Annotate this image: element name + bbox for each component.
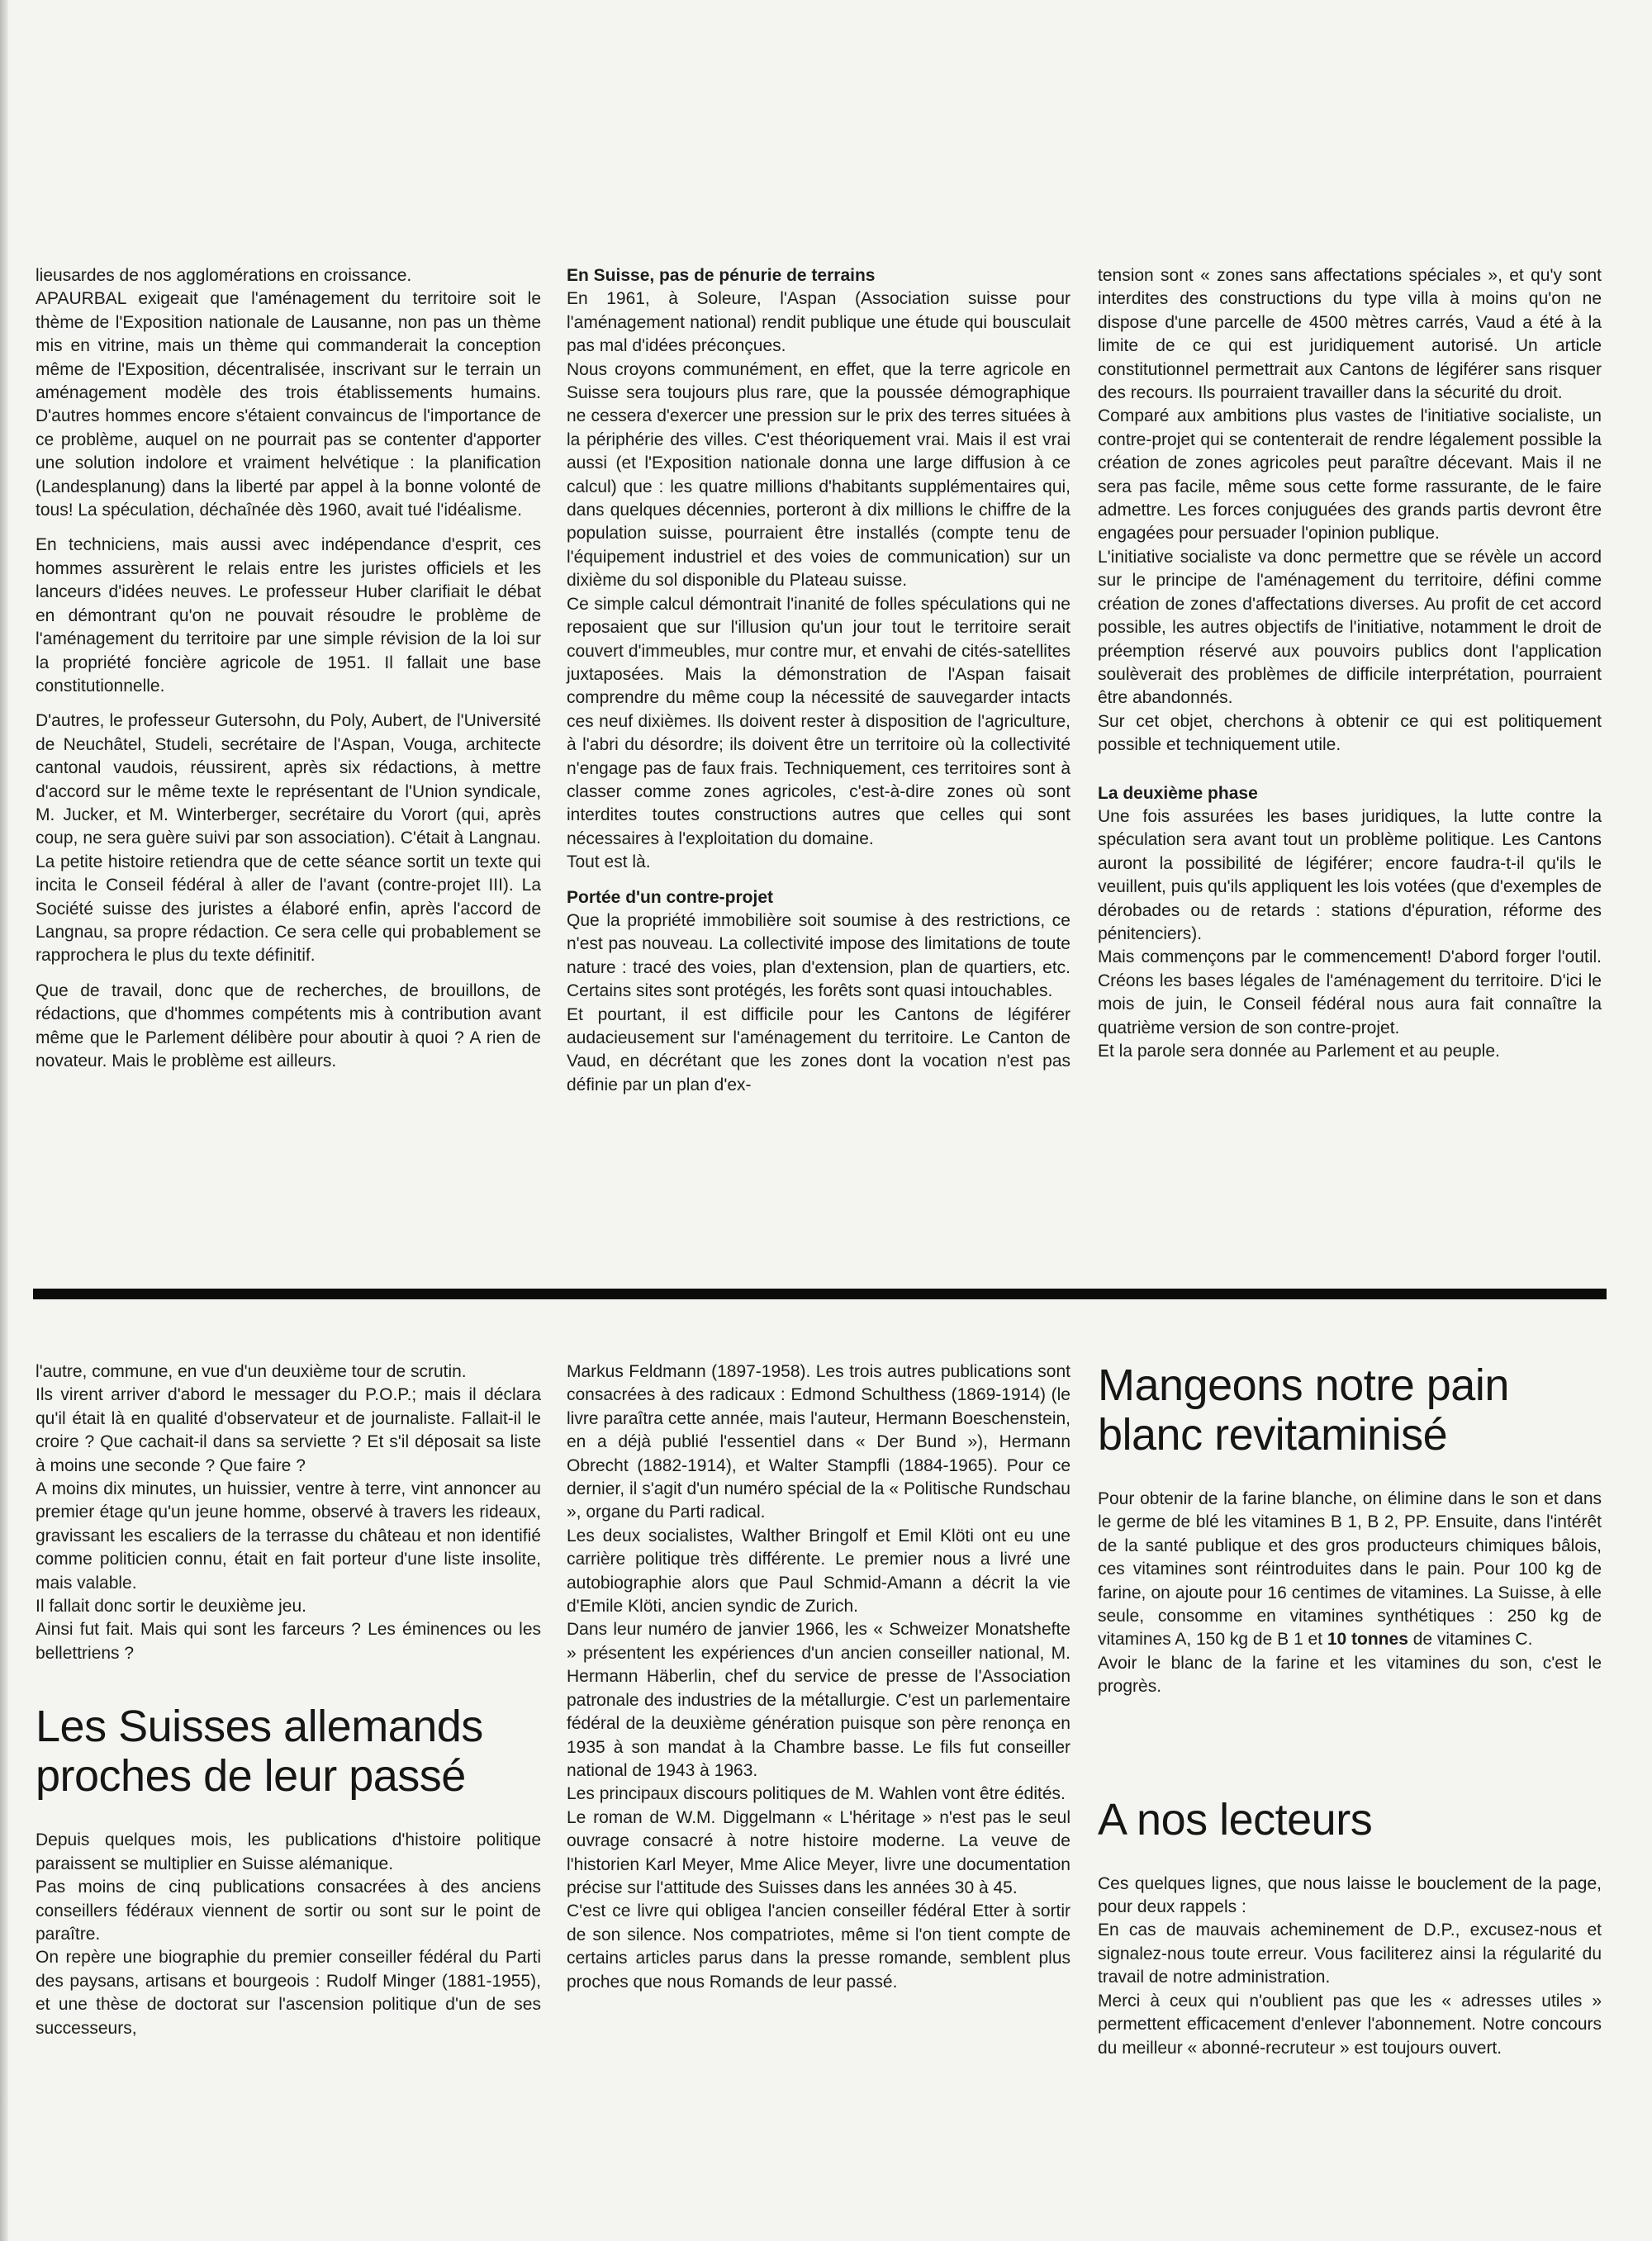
paragraph: Sur cet objet, cherchons à obtenir ce qui est politiquement possible et techniquement utile. — [1098, 711, 1602, 755]
paragraph: On repère une biographie du premier conseiller fédéral du Parti des paysans, artisans et bourgeois : Rudolf Minger (1881-1955), et une thèse de doctorat sur l'ascension politique d'un de ses successeurs, — [36, 1948, 541, 2038]
paragraph: D'autres, le professeur Gutersohn, du Poly, Aubert, de l'Université de Neuchâtel, Studeli, secrétaire de l'Aspan, Vouga, architecte cantonal vaudois, réussirent, après six rédactions, à mettre d'accord sur le même texte le représentant de l'Union syndicale, M. Jucker, et M. Winterberger, secrétaire du Vorort (qui, après coup, ne sera guère suivi par son association). C'était à Langnau. La petite histoire retiendra que de cette séance sortit un texte qui incita le Conseil fédéral à aller de l'avant (contre-projet III). La Société suisse des juristes a élaboré enfin, après l'accord de Langnau, sa propre rédaction. Ce sera celle qui probablement se rapprochera le plus du texte définitif. — [36, 711, 541, 966]
paragraph: Markus Feldmann (1897-1958). Les trois autres publications sont consacrées à des radicaux : Edmond Schulthess (1869-1914) (le livre paraîtra cette année, mais l'auteur, Hermann Boeschenstein, en a déjà publié l'essentiel dans « Der Bund »), Hermann Obrecht (1882-1914), et Walter Stampfli (1884-1965). Pour ce dernier, il s'agit d'un numéro spécial de la « Politische Rundschau », organe du Parti radical. — [567, 1362, 1070, 1522]
paragraph: Merci à ceux qui n'oublient pas que les « adresses utiles » permettent efficacement d'enlever l'abonnement. Notre concours du meilleur « abonné-recruteur » est toujours ouvert. — [1098, 1991, 1602, 2058]
page-spine-shadow — [0, 0, 8, 2241]
paragraph: En 1961, à Soleure, l'Aspan (Association suisse pour l'aménagement national) rendit publique une étude qui bousculait pas mal d'idées préconçues. — [567, 289, 1070, 356]
paragraph: Et la parole sera donnée au Parlement et au peuple. — [1098, 1042, 1500, 1061]
paragraph: Comparé aux ambitions plus vastes de l'initiative socialiste, un contre-projet qui se contenterait de rendre légalement possible la création de zones agricoles peut paraître décevant. Mais il ne sera pas facile, même sous cette forme rassurante, de le faire admettre. Les forces conjuguées des grands partis devront être engagées pour persuader l'opinion publique. — [1098, 406, 1602, 544]
paragraph: lieusardes de nos agglomérations en croissance. — [36, 266, 412, 285]
paragraph: Avoir le blanc de la farine et les vitamines du son, c'est le progrès. — [1098, 1653, 1602, 1697]
paragraph: APAURBAL exigeait que l'aménagement du territoire soit le thème de l'Exposition nationale de Lausanne, non pas un thème mis en vitrine, mais un thème qui commanderait la conception même de l'Exposition, décentralisée, inscrivant sur le terrain un aménagement modèle des trois établissements humains. D'autres hommes encore s'étaient convaincus de l'importance de ce problème, auquel on ne pourrait pas se contenter d'apporter une solution indolore et vraiment helvétique : la planification (Landesplanung) dans la liberté par appel à la bonne volonté de tous! La spéculation, déchaînée dès 1960, avait tué l'idéalisme. — [36, 289, 541, 520]
paragraph: Ainsi fut fait. Mais qui sont les farceurs ? Les éminences ou les bellettriens ? — [36, 1620, 541, 1663]
paragraph: Ces quelques lignes, que nous laisse le bouclement de la page, pour deux rappels : — [1098, 1873, 1602, 1917]
paragraph: Il fallait donc sortir le deuxième jeu. — [36, 1597, 306, 1617]
text-run: Pour obtenir de la farine blanche, on élimine dans le son et dans le germe de blé les vitamines B 1, B 2, PP. Ensuite, dans l'intérêt de la santé publique et des gros producteurs chimiques bâlois, ces vitamines sont réintroduites dans le pain. Pour 100 kg de farine, on ajoute pour 16 centimes de vitamines. La Suisse, à elle seule, consomme en vitamines synthétiques : 250 kg de vitamines A, 150 kg de B 1 et — [1098, 1489, 1602, 1650]
section-heading: En Suisse, pas de pénurie de terrains — [567, 266, 876, 285]
article-headline: Mangeons notre pain blanc revitaminisé — [1098, 1360, 1509, 1460]
bottom-column-1 — [36, 1360, 541, 2040]
paragraph: Et pourtant, il est difficile pour les Cantons de légiférer audacieusement sur l'aménagement du territoire. Le Canton de Vaud, en décrétant que les zones dont la vocation n'est pas définie par un plan d'ex- — [567, 1004, 1070, 1094]
top-column-3 — [1098, 264, 1602, 1063]
section-heading: Portée d'un contre-projet — [567, 887, 774, 907]
paragraph: Ce simple calcul démontrait l'inanité de folles spéculations qui ne reposaient que sur l'illusion qu'un jour tout le territoire serait couvert d'immeubles, mur contre mur, et envahi de cités-satellites juxtaposées. Mais la démonstration de l'Aspan faisait comprendre du même coup la nécessité de sauvegarder intacts ces neuf dixièmes. Ils doivent rester à disposition de l'agriculture, à l'abri du désordre; ils doivent être un territoire où la collectivité n'engage pas de faux frais. Techniquement, ces territoires sont à classer comme zones agricoles, c'est-à-dire zones où sont interdites toutes constructions autres que celles qui sont nécessaires à l'exploitation du domaine. — [567, 594, 1070, 848]
article-headline: Les Suisses allemands proches de leur passé — [36, 1702, 483, 1802]
paragraph: Dans leur numéro de janvier 1966, les « Schweizer Monatshefte » présentent les expériences d'un ancien conseiller national, M. Hermann Häberlin, chef du service de presse de l'Association patronale des industries de la métallurgie. C'est un parlementaire fédéral de la deuxième génération puisque son père renonça en 1935 à son mandat à la Chambre basse. Le fils fut conseiller national de 1943 à 1963. — [567, 1620, 1070, 1780]
paragraph: Nous croyons communément, en effet, que la terre agricole en Suisse sera toujours plus rare, que la poussée démographique ne cessera d'exercer une pression sur le prix des terres situées à la périphérie des villes. C'est théoriquement vrai. Mais il est vrai aussi (et l'Exposition nationale donna une large diffusion à ce calcul) que : les quatre millions d'habitants supplémentaires qui, dans quelques décennies, porteront à dix millions le chiffre de la population suisse, pourraient être installés (compte tenu de l'équipement industriel et des voies de communication) sur un dixième du sol disponible du Plateau suisse. — [567, 359, 1070, 591]
paragraph: Pas moins de cinq publications consacrées à des anciens conseillers fédéraux viennent de sortir ou sont sur le point de paraître. — [36, 1878, 541, 1944]
top-column-1 — [36, 264, 541, 1073]
top-column-2 — [567, 264, 1070, 1097]
bold-text-run: 10 tonnes — [1327, 1630, 1408, 1650]
paragraph: Depuis quelques mois, les publications d'histoire politique paraissent se multiplier en Suisse alémanique. — [36, 1830, 541, 1873]
paragraph: Mais commençons par le commencement! D'abord forger l'outil. Créons les bases légales de l'aménagement du territoire. D'ici le mois de juin, le Conseil fédéral nous aura fait connaître la quatrième version de son contre-projet. — [1098, 947, 1602, 1037]
paragraph: Une fois assurées les bases juridiques, la lutte contre la spéculation sera avant tout un problème politique. Les Cantons auront la possibilité de légiférer; encore faudra-t-il qu'ils le veuillent, puis qu'ils appliquent les lois votées (que d'exemples de dérobades ou de retards : stations d'épuration, réforme des pénitenciers). — [1098, 806, 1602, 943]
paragraph: A moins dix minutes, un huissier, ventre à terre, vint annoncer au premier étage qu'un jeune homme, observé à travers les rideaux, gravissant les escaliers de la terrasse du château et non identifié comme politicien connu, était en fait porteur d'une liste insolite, mais valable. — [36, 1479, 541, 1593]
paragraph: Le roman de W.M. Diggelmann « L'héritage » n'est pas le seul ouvrage consacré à notre histoire moderne. La veuve de l'historien Karl Meyer, Mme Alice Meyer, livre une documentation précise sur l'attitude des Suisses dans les années 30 à 45. — [567, 1807, 1070, 1897]
paragraph: L'initiative socialiste va donc permettre que se révèle un accord sur le principe de l'aménagement du territoire, défini comme création de zones d'affectations diverses. Au profit de cet accord possible, les autres objectifs de l'initiative, notamment le droit de préemption réservé aux pouvoirs publics dont l'application soulèverait des problèmes de difficile interprétation, pourraient être abandonnés. — [1098, 547, 1602, 708]
paragraph: Les principaux discours politiques de M. Wahlen vont être édités. — [567, 1784, 1066, 1804]
bottom-column-2 — [567, 1360, 1070, 1994]
bottom-column-3 — [1098, 1360, 1602, 2060]
paragraph — [1098, 1488, 1602, 1652]
paragraph: C'est ce livre qui obligea l'ancien conseiller fédéral Etter à sortir de son silence. Nos compatriotes, même si l'on tient compte de certains articles parus dans la presse romande, semblent plus proches que nous Romands de leur passé. — [567, 1902, 1070, 1992]
paragraph: En cas de mauvais acheminement de D.P., excusez-nous et signalez-nous toute erreur. Vous faciliterez ainsi la régularité du travail de notre administration. — [1098, 1921, 1602, 1987]
paragraph: tension sont « zones sans affectations spéciales », et qu'y sont interdites des constructions du type villa à moins qu'on ne dispose d'une parcelle de 4500 mètres carrés, Vaud a été à la limite de ce qui est juridiquement autorisé. Un article constitutionnel permettrait aux Cantons de légiférer sans risquer des recours. Ils pourraient travailler dans la sécurité du droit. — [1098, 266, 1602, 403]
paragraph: Les deux socialistes, Walther Bringolf et Emil Klöti ont eu une carrière politique très différente. Le premier nous a livré une autobiographie alors que Paul Schmid-Amann a décrit la vie d'Emile Klöti, ancien syndic de Zurich. — [567, 1526, 1070, 1617]
section-divider-rule — [33, 1289, 1607, 1299]
paragraph: Tout est là. — [567, 852, 651, 872]
paragraph: En techniciens, mais aussi avec indépendance d'esprit, ces hommes assurèrent le relais entre les juristes officiels et les lanceurs d'idées neuves. Le professeur Huber clarifiait le débat en démontrant qu'on ne pouvait résoudre le problème de l'aménagement du territoire par une simple révision de la loi sur la propriété foncière agricole de 1951. Il fallait une base constitutionnelle. — [36, 535, 541, 696]
paragraph: Que la propriété immobilière soit soumise à des restrictions, ce n'est pas nouveau. La collectivité impose des limitations de toute nature : tracé des voies, plan d'extension, plan de quartiers, etc. Certains sites sont protégés, les forêts sont quasi intouchables. — [567, 910, 1070, 1001]
text-run: de vitamines C. — [1408, 1630, 1533, 1650]
paragraph: Que de travail, donc que de recherches, de brouillons, de rédactions, que d'hommes compétents mis à contribution avant même que le Parlement délibère pour aboutir à quoi ? A rien de novateur. Mais le problème est ailleurs. — [36, 980, 541, 1071]
section-heading: La deuxième phase — [1098, 783, 1258, 803]
paragraph: l'autre, commune, en vue d'un deuxième tour de scrutin. — [36, 1362, 467, 1381]
paragraph: Ils virent arriver d'abord le messager du P.O.P.; mais il déclara qu'il était là en qualité d'observateur et de journaliste. Fallait-il le croire ? Que cachait-il dans sa serviette ? Et s'il déposait sa liste à moins une seconde ? Que faire ? — [36, 1385, 541, 1475]
article-headline: A nos lecteurs — [1098, 1794, 1373, 1845]
